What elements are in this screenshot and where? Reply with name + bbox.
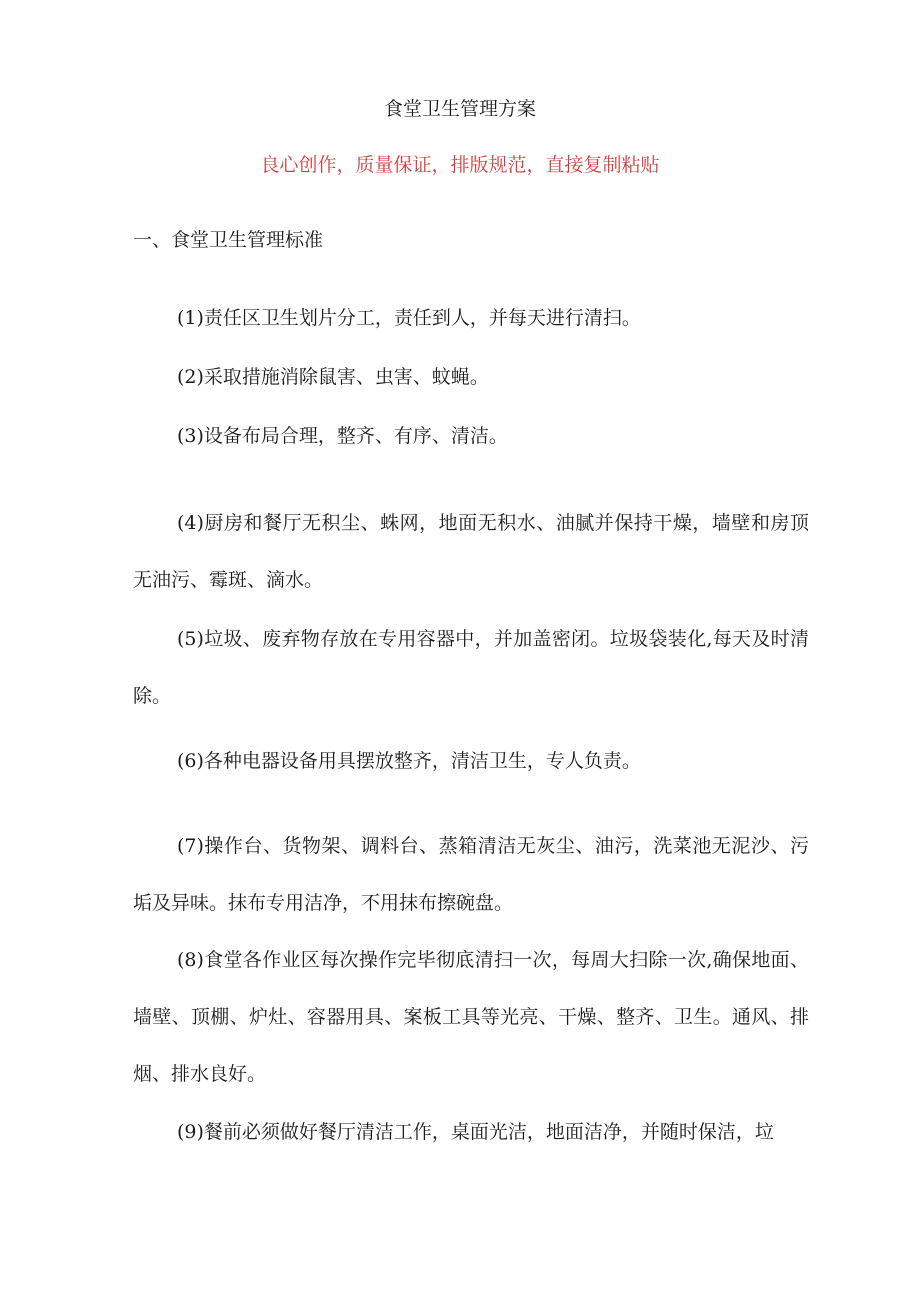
paragraph-6: (6)各种电器设备用具摆放整齐，清洁卫生，专人负责。 [177,750,641,772]
document-subtitle: 良心创作，质量保证，排版规范，直接复制粘贴 [260,154,660,176]
paragraph-9: (9)餐前必须做好餐厅清洁工作，桌面光洁，地面洁净，并随时保洁，垃 [177,1121,774,1143]
paragraph-5: (5)垃圾、废弃物存放在专用容器中，并加盖密闭。垃圾袋装化,每天及时清除。 [133,628,809,707]
section-heading: 一、食堂卫生管理标准 [133,229,324,251]
paragraph-3: (3)设备布局合理，整齐、有序、清洁。 [177,425,508,447]
paragraph-4: (4)厨房和餐厅无积尘、蛛网，地面无积水、油腻并保持干燥，墙壁和房顶无油污、霉斑、滴水。 [133,512,809,591]
document-title: 食堂卫生管理方案 [383,98,536,120]
paragraph-1: (1)责任区卫生划片分工，责任到人，并每天进行清扫。 [177,307,641,329]
paragraph-8: (8)食堂各作业区每次操作完毕彻底清扫一次，每周大扫除一次,确保地面、墙壁、顶棚、炉灶、容器用具、案板工具等光亮、干燥、整齐、卫生。通风、排烟、排水良好。 [133,949,809,1085]
paragraph-7: (7)操作台、货物架、调料台、蒸箱清洁无灰尘、油污，洗菜池无泥沙、污垢及异味。抹布专用洁净，不用抹布擦碗盘。 [133,835,809,914]
paragraph-2: (2)采取措施消除鼠害、虫害、蚊蝇。 [177,366,489,388]
